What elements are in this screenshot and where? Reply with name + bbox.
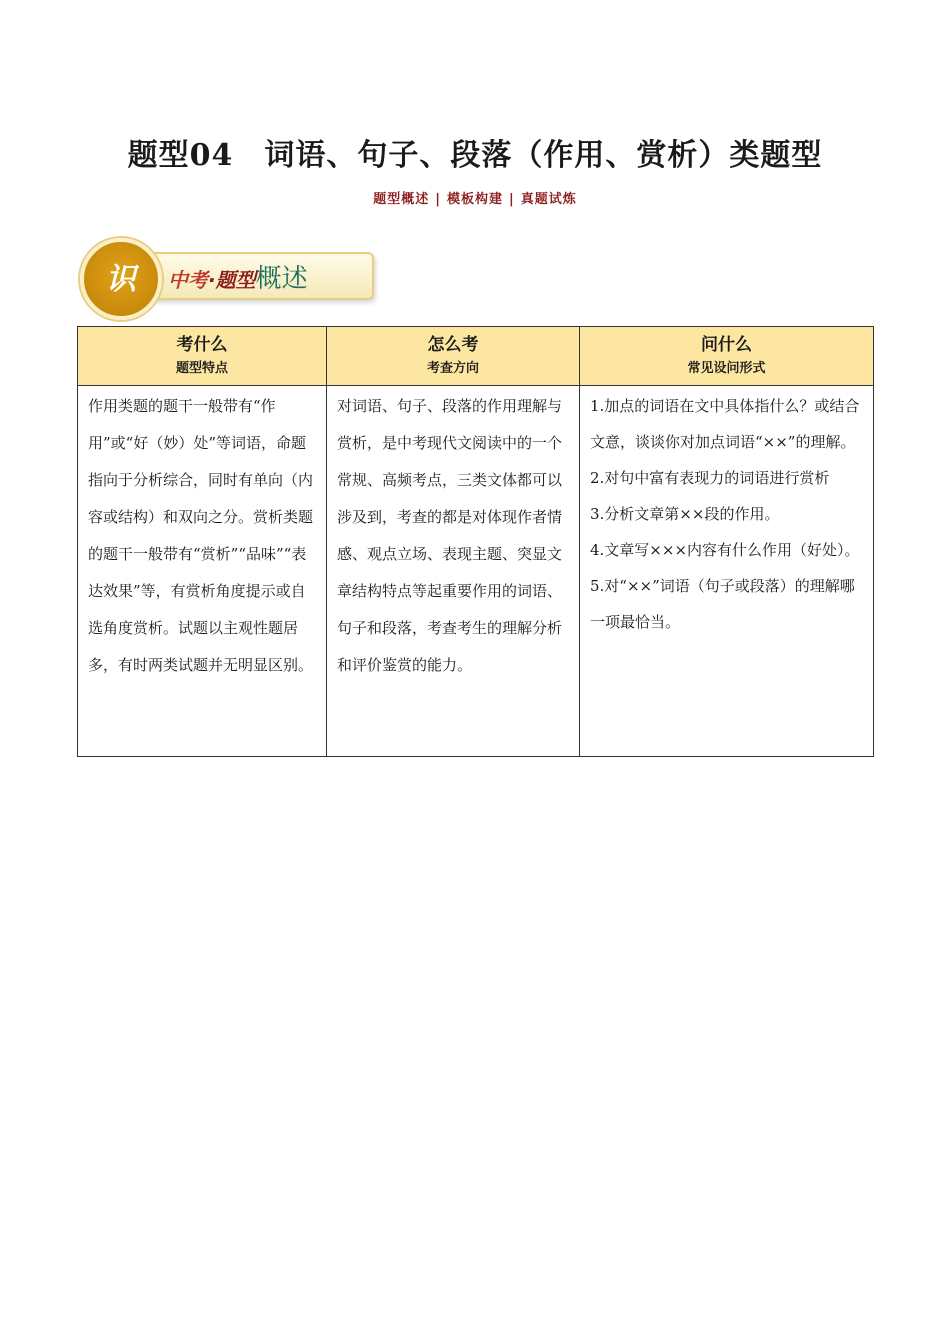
subtitle-separator: |	[509, 192, 515, 207]
header-sub: 考查方向	[426, 361, 479, 376]
overview-table	[77, 326, 874, 757]
subtitle-part-practice: 真题试炼	[520, 192, 577, 207]
page-title: 题型04 词语、句子、段落（作用、赏析）类题型	[127, 138, 823, 173]
badge-label-part1: 中考	[168, 268, 208, 292]
table-header-cell	[580, 327, 874, 386]
badge-circle-text: 识	[106, 262, 136, 297]
header-sub: 常见设问形式	[687, 361, 766, 376]
subtitle-separator: |	[435, 192, 441, 207]
badge-circle-icon	[80, 238, 162, 320]
badge-label-part3: 概述	[255, 264, 308, 294]
header-main: 怎么考	[427, 335, 479, 355]
cell-question-forms	[580, 386, 874, 757]
list-item: 2.对句中富有表现力的词语进行赏析	[590, 469, 830, 487]
list-item: 5.对“××”词语（句子或段落）的理解哪一项最恰当。	[590, 577, 855, 631]
table-header-row	[78, 327, 874, 386]
list-item: 1.加点的词语在文中具体指什么？或结合文意，谈谈你对加点词语“××”的理解。	[590, 397, 860, 451]
list-item: 4.文章写×××内容有什么作用（好处）。	[590, 541, 860, 559]
cell-exam-direction: 对词语、句子、段落的作用理解与赏析，是中考现代文阅读中的一个常规、高频考点，三类文体都可以涉及到，考查的都是对体现作者情感、观点立场、表现主题、突显文章结构特点等起重要作用的词语、句子和段落，考查考生的理解分析和评价鉴赏的能力。	[327, 386, 580, 757]
badge-label-part2: 题型	[215, 268, 256, 292]
header-sub: 题型特点	[175, 361, 228, 376]
subtitle-part-template: 模板构建	[446, 192, 503, 207]
cell-question-features: 作用类题的题干一般带有“作用”或“好（妙）处”等词语，命题指向于分析综合，同时有单向（内容或结构）和双向之分。赏析类题的题干一般带有“赏析”“品味”“表达效果”等，有赏析角度提示或自选角度赏析。试题以主观性题居多，有时两类试题并无明显区别。	[78, 386, 327, 757]
table-row	[78, 386, 874, 757]
subtitle-part-overview: 题型概述	[373, 192, 430, 207]
badge-label	[168, 258, 308, 295]
section-badge	[80, 238, 370, 304]
badge-label-dot: ·	[208, 268, 216, 292]
table-header-cell	[78, 327, 327, 386]
section-subtitle	[0, 188, 950, 207]
header-main: 考什么	[176, 335, 228, 355]
table-header-cell	[327, 327, 580, 386]
header-main: 问什么	[701, 335, 752, 355]
list-item: 3.分析文章第××段的作用。	[590, 505, 780, 523]
